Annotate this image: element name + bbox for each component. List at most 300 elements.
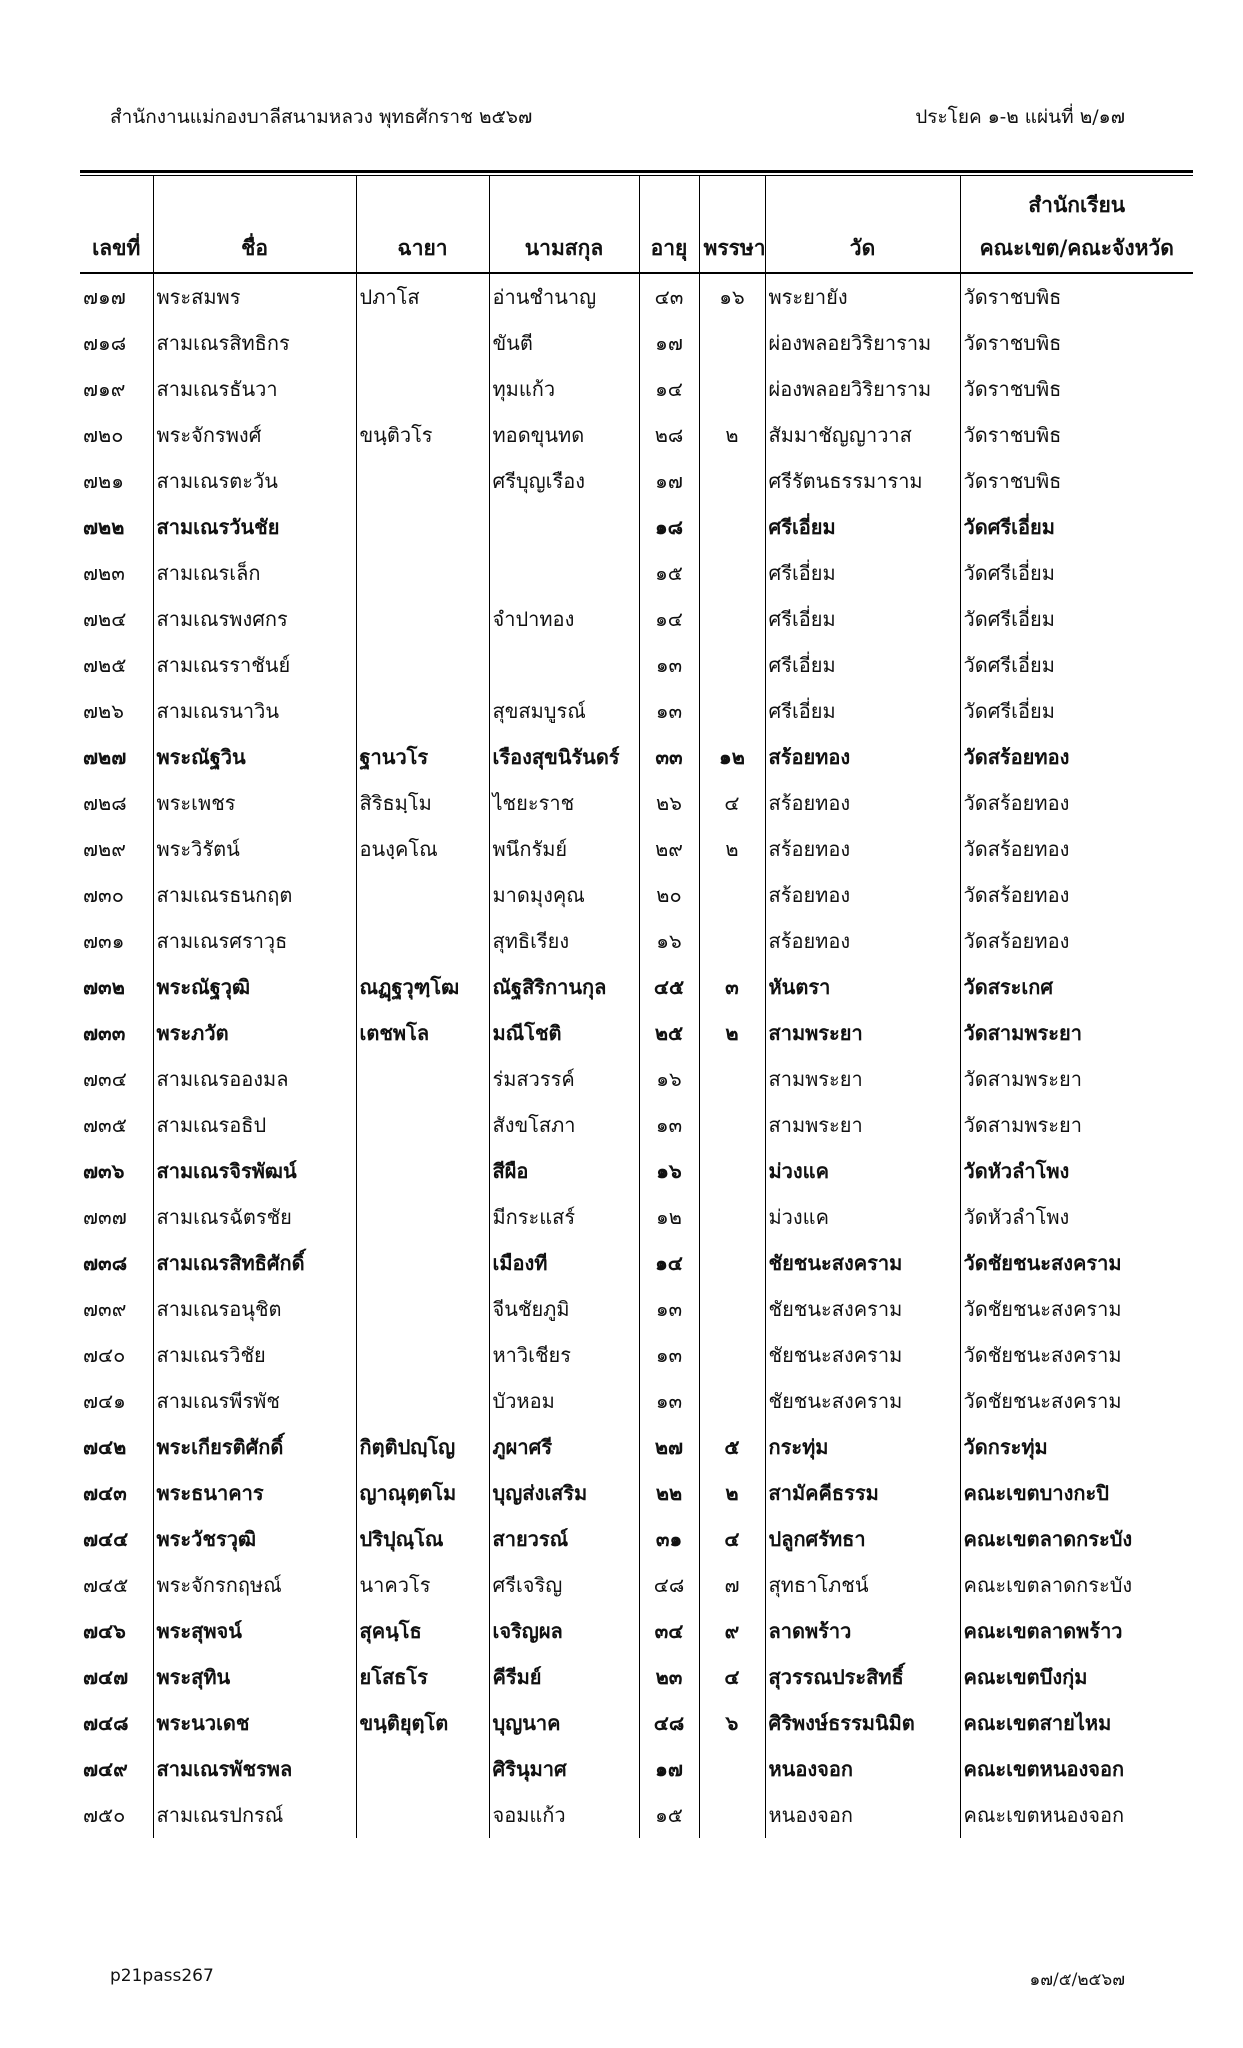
cell-no: ๗๒๑: [83, 469, 124, 493]
cell-school: วัดหัวลำโพง: [960, 1148, 1193, 1194]
cell-name: สามเณรวันชัย: [153, 504, 356, 550]
cell-name: สามเณรราชันย์: [153, 642, 356, 688]
cell-age: ๑๕: [639, 1792, 699, 1838]
cell-surname: สายวรณ์: [489, 1516, 639, 1562]
cell-age: ๓๓: [639, 734, 699, 780]
cell-age: ๑๓: [639, 688, 699, 734]
cell-pansa: [699, 1332, 765, 1378]
table-row: [80, 504, 1193, 550]
cell-pansa: ๖: [699, 1700, 765, 1746]
cell-school: คณะเขตลาดกระบัง: [960, 1562, 1193, 1608]
cell-wat: ศรีรัตนธรรมาราม: [765, 458, 960, 504]
table-row: [80, 1608, 1193, 1654]
cell-wat: สร้อยทอง: [765, 780, 960, 826]
cell-no: ๗๓๓: [83, 1021, 126, 1045]
table-row: [80, 1792, 1193, 1838]
cell-age: ๔๘: [639, 1700, 699, 1746]
cell-chaya: [356, 504, 489, 550]
cell-no: ๗๔๕: [83, 1573, 129, 1597]
table-row: [80, 1056, 1193, 1102]
cell-school: วัดราชบพิธ: [960, 412, 1193, 458]
cell-school: วัดศรีเอี่ยม: [960, 504, 1193, 550]
cell-chaya: [356, 550, 489, 596]
cell-wat: สร้อยทอง: [765, 918, 960, 964]
cell-school: วัดราชบพิธ: [960, 458, 1193, 504]
cell-name: สามเณรศราวุธ: [153, 918, 356, 964]
document-header-office: สำนักงานแม่กองบาลีสนามหลวง พุทธศักราช ๒๕๖๗: [110, 106, 533, 128]
cell-chaya: อนงฺคโณ: [356, 826, 489, 872]
cell-pansa: ๒: [699, 826, 765, 872]
cell-wat: ศรีเอี่ยม: [765, 688, 960, 734]
cell-wat: ลาดพร้าว: [765, 1608, 960, 1654]
cell-surname: สีผือ: [489, 1148, 639, 1194]
cell-wat: ม่วงแค: [765, 1148, 960, 1194]
cell-age: ๑๔: [639, 366, 699, 412]
cell-school: วัดกระทุ่ม: [960, 1424, 1193, 1470]
cell-age: ๒๓: [639, 1654, 699, 1700]
cell-pansa: ๙: [699, 1608, 765, 1654]
cell-age: ๑๗: [639, 320, 699, 366]
table-row: [80, 918, 1193, 964]
cell-wat: สามพระยา: [765, 1056, 960, 1102]
cell-chaya: [356, 458, 489, 504]
cell-pansa: [699, 458, 765, 504]
cell-age: ๑๓: [639, 1378, 699, 1424]
cell-name: สามเณรนาวิน: [153, 688, 356, 734]
cell-wat: สร้อยทอง: [765, 826, 960, 872]
cell-no: ๗๑๙: [83, 377, 126, 401]
cell-name: สามเณรจิรพัฒน์: [153, 1148, 356, 1194]
cell-wat: ศรีเอี่ยม: [765, 642, 960, 688]
cell-pansa: ๒: [699, 1470, 765, 1516]
col-header-blank: [80, 176, 153, 224]
cell-no: ๗๔๖: [83, 1619, 126, 1643]
cell-chaya: [356, 1332, 489, 1378]
cell-no: ๗๒๕: [83, 653, 127, 677]
cell-pansa: [699, 1056, 765, 1102]
col-header-age: อายุ: [639, 224, 699, 273]
col-header-school-top: สำนักเรียน: [960, 176, 1193, 224]
cell-pansa: ๑๖: [699, 273, 765, 320]
table-row: [80, 1516, 1193, 1562]
cell-name: สามเณรธันวา: [153, 366, 356, 412]
col-header-chaya: ฉายา: [356, 224, 489, 273]
cell-surname: เรืองสุขนิรันดร์: [489, 734, 639, 780]
cell-name: สามเณรอนุชิต: [153, 1286, 356, 1332]
cell-pansa: [699, 1746, 765, 1792]
table-row: [80, 1148, 1193, 1194]
cell-surname: เจริญผล: [489, 1608, 639, 1654]
cell-school: วัดชัยชนะสงคราม: [960, 1332, 1193, 1378]
cell-chaya: เตชพโล: [356, 1010, 489, 1056]
cell-wat: สามพระยา: [765, 1010, 960, 1056]
cell-pansa: ๗: [699, 1562, 765, 1608]
cell-pansa: ๒: [699, 1010, 765, 1056]
cell-school: วัดศรีเอี่ยม: [960, 596, 1193, 642]
table-row: [80, 1194, 1193, 1240]
cell-school: วัดชัยชนะสงคราม: [960, 1240, 1193, 1286]
cell-chaya: ขนฺติวโร: [356, 412, 489, 458]
cell-school: คณะเขตลาดพร้าว: [960, 1608, 1193, 1654]
table-row: [80, 1700, 1193, 1746]
cell-school: คณะเขตบึงกุ่ม: [960, 1654, 1193, 1700]
cell-pansa: ๕: [699, 1424, 765, 1470]
cell-age: ๑๘: [639, 504, 699, 550]
cell-pansa: ๔: [699, 1516, 765, 1562]
cell-chaya: สุคนฺโธ: [356, 1608, 489, 1654]
cell-wat: ศรีเอี่ยม: [765, 550, 960, 596]
cell-no: ๗๔๑: [83, 1389, 126, 1413]
cell-name: สามเณรวิชัย: [153, 1332, 356, 1378]
cell-name: พระเพชร: [153, 780, 356, 826]
table-row: [80, 642, 1193, 688]
cell-chaya: สิริธมฺโม: [356, 780, 489, 826]
cell-pansa: [699, 1378, 765, 1424]
cell-pansa: [699, 320, 765, 366]
cell-school: วัดราชบพิธ: [960, 320, 1193, 366]
col-header-blank: [765, 176, 960, 224]
cell-no: ๗๔๓: [83, 1481, 127, 1505]
cell-surname: ศรีเจริญ: [489, 1562, 639, 1608]
cell-age: ๑๓: [639, 1102, 699, 1148]
cell-name: สามเณรอธิป: [153, 1102, 356, 1148]
cell-wat: กระทุ่ม: [765, 1424, 960, 1470]
table-row: [80, 780, 1193, 826]
cell-name: พระวิรัตน์: [153, 826, 356, 872]
table-row: [80, 1286, 1193, 1332]
cell-surname: [489, 504, 639, 550]
cell-school: วัดราชบพิธ: [960, 366, 1193, 412]
cell-no: ๗๓๖: [83, 1159, 125, 1183]
cell-no: ๗๒๖: [83, 699, 124, 723]
cell-chaya: ฐานวโร: [356, 734, 489, 780]
cell-age: ๓๑: [639, 1516, 699, 1562]
cell-surname: เมืองที: [489, 1240, 639, 1286]
cell-surname: ภูผาศรี: [489, 1424, 639, 1470]
col-header-wat: วัด: [765, 224, 960, 273]
cell-surname: ณัฐสิริกานกุล: [489, 964, 639, 1010]
cell-age: ๔๕: [639, 964, 699, 1010]
cell-name: สามเณรพัชรพล: [153, 1746, 356, 1792]
cell-wat: หันตรา: [765, 964, 960, 1010]
cell-surname: ศิรินุมาศ: [489, 1746, 639, 1792]
col-header-pansa: พรรษา: [699, 224, 765, 273]
cell-wat: สร้อยทอง: [765, 734, 960, 780]
cell-chaya: นาควโร: [356, 1562, 489, 1608]
cell-surname: จีนชัยภูมิ: [489, 1286, 639, 1332]
table-row: [80, 1470, 1193, 1516]
cell-surname: พนึกรัมย์: [489, 826, 639, 872]
cell-surname: ไชยะราช: [489, 780, 639, 826]
cell-wat: ปลูกศรัทธา: [765, 1516, 960, 1562]
cell-chaya: [356, 918, 489, 964]
cell-chaya: [356, 1792, 489, 1838]
col-header-blank: [489, 176, 639, 224]
cell-no: ๗๒๘: [83, 791, 127, 815]
table-row: [80, 1378, 1193, 1424]
cell-pansa: [699, 1194, 765, 1240]
cell-pansa: [699, 1286, 765, 1332]
cell-school: วัดสามพระยา: [960, 1056, 1193, 1102]
cell-pansa: [699, 642, 765, 688]
cell-chaya: [356, 1194, 489, 1240]
cell-school: วัดราชบพิธ: [960, 273, 1193, 320]
cell-pansa: ๔: [699, 780, 765, 826]
cell-chaya: [356, 1240, 489, 1286]
cell-pansa: ๒: [699, 412, 765, 458]
cell-name: สามเณรสิทธิกร: [153, 320, 356, 366]
cell-wat: สัมมาชัญญาวาส: [765, 412, 960, 458]
cell-surname: สังขโสภา: [489, 1102, 639, 1148]
table-row: [80, 826, 1193, 872]
cell-pansa: [699, 1102, 765, 1148]
cell-surname: ศรีบุญเรือง: [489, 458, 639, 504]
cell-wat: พระยายัง: [765, 273, 960, 320]
cell-no: ๗๒๙: [83, 837, 126, 861]
cell-name: พระสุทิน: [153, 1654, 356, 1700]
cell-pansa: [699, 550, 765, 596]
cell-surname: บุญนาค: [489, 1700, 639, 1746]
cell-school: คณะเขตลาดกระบัง: [960, 1516, 1193, 1562]
cell-surname: ร่มสวรรค์: [489, 1056, 639, 1102]
cell-age: ๑๔: [639, 1240, 699, 1286]
cell-pansa: ๔: [699, 1654, 765, 1700]
cell-age: ๒๘: [639, 412, 699, 458]
col-header-no: เลขที่: [80, 224, 153, 273]
cell-chaya: [356, 1746, 489, 1792]
cell-surname: มณีโชติ: [489, 1010, 639, 1056]
cell-age: ๑๒: [639, 1194, 699, 1240]
cell-name: พระณัฐวิน: [153, 734, 356, 780]
cell-age: ๑๓: [639, 1332, 699, 1378]
table-row: [80, 1240, 1193, 1286]
cell-age: ๓๔: [639, 1608, 699, 1654]
col-header-blank: [153, 176, 356, 224]
cell-pansa: ๑๒: [699, 734, 765, 780]
cell-school: วัดชัยชนะสงคราม: [960, 1378, 1193, 1424]
cell-chaya: [356, 1148, 489, 1194]
cell-no: ๗๔๔: [83, 1527, 129, 1551]
cell-no: ๗๒๔: [83, 607, 127, 631]
cell-chaya: [356, 1102, 489, 1148]
cell-chaya: [356, 320, 489, 366]
cell-name: สามเณรตะวัน: [153, 458, 356, 504]
cell-surname: สุขสมบูรณ์: [489, 688, 639, 734]
cell-pansa: [699, 504, 765, 550]
cell-age: ๑๖: [639, 918, 699, 964]
table-row: [80, 1010, 1193, 1056]
table-row: [80, 1332, 1193, 1378]
col-header-name: ชื่อ: [153, 224, 356, 273]
cell-no: ๗๓๐: [83, 883, 124, 907]
cell-chaya: ขนฺติยุตฺโต: [356, 1700, 489, 1746]
cell-no: ๗๒๐: [83, 423, 124, 447]
cell-wat: ชัยชนะสงคราม: [765, 1332, 960, 1378]
table-row: [80, 688, 1193, 734]
cell-no: ๗๓๕: [83, 1113, 127, 1137]
cell-wat: ศรีเอี่ยม: [765, 596, 960, 642]
cell-no: ๗๕๐: [83, 1803, 126, 1827]
cell-surname: ทอดขุนทด: [489, 412, 639, 458]
cell-school: วัดศรีเอี่ยม: [960, 550, 1193, 596]
cell-wat: สุวรรณประสิทธิ์: [765, 1654, 960, 1700]
document-header-sheet: ประโยค ๑-๒ แผ่นที่ ๒/๑๗: [915, 106, 1125, 128]
cell-surname: หาวิเชียร: [489, 1332, 639, 1378]
cell-school: วัดสร้อยทอง: [960, 918, 1193, 964]
cell-chaya: ปภาโส: [356, 273, 489, 320]
table-row: [80, 964, 1193, 1010]
cell-surname: บัวหอม: [489, 1378, 639, 1424]
table-row: [80, 1102, 1193, 1148]
cell-no: ๗๒๗: [83, 745, 127, 769]
cell-wat: ศรีเอี่ยม: [765, 504, 960, 550]
cell-no: ๗๔๗: [83, 1665, 129, 1689]
cell-no: ๗๔๒: [83, 1435, 127, 1459]
cell-age: ๒๗: [639, 1424, 699, 1470]
cell-age: ๔๓: [639, 273, 699, 320]
header-row: [80, 224, 1193, 273]
table-row: [80, 1424, 1193, 1470]
cell-wat: ชัยชนะสงคราม: [765, 1240, 960, 1286]
cell-chaya: กิตฺติปญฺโญ: [356, 1424, 489, 1470]
cell-age: ๒๐: [639, 872, 699, 918]
cell-wat: หนองจอก: [765, 1792, 960, 1838]
cell-pansa: [699, 872, 765, 918]
cell-no: ๗๔๘: [83, 1711, 129, 1735]
cell-wat: ม่วงแค: [765, 1194, 960, 1240]
cell-chaya: ญาณุตฺตโม: [356, 1470, 489, 1516]
top-rule: [80, 170, 1193, 173]
cell-school: วัดศรีเอี่ยม: [960, 688, 1193, 734]
cell-age: ๒๕: [639, 1010, 699, 1056]
cell-no: ๗๓๑: [83, 929, 125, 953]
cell-pansa: [699, 1148, 765, 1194]
table-row: [80, 458, 1193, 504]
cell-chaya: [356, 366, 489, 412]
cell-name: สามเณรเล็ก: [153, 550, 356, 596]
cell-surname: อ่านชำนาญ: [489, 273, 639, 320]
cell-school: คณะเขตสายไหม: [960, 1700, 1193, 1746]
footer-date: ๑๗/๕/๒๕๖๗: [1029, 1970, 1125, 1990]
cell-school: วัดหัวลำโพง: [960, 1194, 1193, 1240]
cell-no: ๗๔๐: [83, 1343, 126, 1367]
table-row: [80, 734, 1193, 780]
cell-name: สามเณรอองมล: [153, 1056, 356, 1102]
cell-school: คณะเขตบางกะปิ: [960, 1470, 1193, 1516]
cell-name: พระเกียรติศักดิ์: [153, 1424, 356, 1470]
cell-wat: ชัยชนะสงคราม: [765, 1378, 960, 1424]
cell-chaya: [356, 1378, 489, 1424]
cell-school: วัดสามพระยา: [960, 1102, 1193, 1148]
cell-no: ๗๓๙: [83, 1297, 127, 1321]
cell-pansa: [699, 596, 765, 642]
cell-pansa: ๓: [699, 964, 765, 1010]
cell-wat: สุทธาโภชน์: [765, 1562, 960, 1608]
footer-code: p21pass267: [110, 1966, 214, 1986]
cell-age: ๒๒: [639, 1470, 699, 1516]
table-row: [80, 596, 1193, 642]
cell-surname: สุทธิเรียง: [489, 918, 639, 964]
cell-name: สามเณรสิทธิศักดิ์: [153, 1240, 356, 1286]
cell-name: สามเณรฉัตรชัย: [153, 1194, 356, 1240]
cell-age: ๑๔: [639, 596, 699, 642]
table-row: [80, 412, 1193, 458]
cell-school: วัดชัยชนะสงคราม: [960, 1286, 1193, 1332]
cell-age: ๑๓: [639, 642, 699, 688]
cell-school: คณะเขตหนองจอก: [960, 1746, 1193, 1792]
cell-no: ๗๑๘: [83, 331, 127, 355]
cell-school: วัดสร้อยทอง: [960, 780, 1193, 826]
cell-pansa: [699, 1792, 765, 1838]
cell-school: วัดศรีเอี่ยม: [960, 642, 1193, 688]
cell-surname: จำปาทอง: [489, 596, 639, 642]
cell-age: ๑๓: [639, 1286, 699, 1332]
cell-name: พระธนาคาร: [153, 1470, 356, 1516]
cell-pansa: [699, 918, 765, 964]
col-header-school: คณะเขต/คณะจังหวัด: [960, 224, 1193, 273]
cell-pansa: [699, 1240, 765, 1286]
cell-age: ๑๖: [639, 1056, 699, 1102]
col-header-blank: [699, 176, 765, 224]
cell-name: พระภวัต: [153, 1010, 356, 1056]
cell-school: วัดสระเกศ: [960, 964, 1193, 1010]
cell-name: สามเณรปกรณ์: [153, 1792, 356, 1838]
cell-name: พระสุพจน์: [153, 1608, 356, 1654]
cell-wat: ศิริพงษ์ธรรมนิมิต: [765, 1700, 960, 1746]
cell-surname: บุญส่งเสริม: [489, 1470, 639, 1516]
cell-surname: [489, 642, 639, 688]
cell-name: พระสมพร: [153, 273, 356, 320]
cell-surname: คีรีมย์: [489, 1654, 639, 1700]
table-row: [80, 366, 1193, 412]
table-row: [80, 1746, 1193, 1792]
cell-chaya: ณฏฺฐวุฑฺโฒ: [356, 964, 489, 1010]
cell-name: พระนวเดช: [153, 1700, 356, 1746]
cell-school: วัดสร้อยทอง: [960, 826, 1193, 872]
cell-age: ๑๗: [639, 1746, 699, 1792]
col-header-surname: นามสกุล: [489, 224, 639, 273]
table-row: [80, 1654, 1193, 1700]
cell-chaya: [356, 642, 489, 688]
cell-pansa: [699, 688, 765, 734]
results-table: [80, 176, 1193, 1838]
header-row-top: [80, 176, 1193, 224]
cell-surname: ทุมแก้ว: [489, 366, 639, 412]
cell-name: พระณัฐวุฒิ: [153, 964, 356, 1010]
cell-wat: สามพระยา: [765, 1102, 960, 1148]
cell-wat: สามัคคีธรรม: [765, 1470, 960, 1516]
cell-age: ๑๗: [639, 458, 699, 504]
table-row: [80, 1562, 1193, 1608]
cell-age: ๒๖: [639, 780, 699, 826]
table-row: [80, 320, 1193, 366]
cell-wat: ชัยชนะสงคราม: [765, 1286, 960, 1332]
cell-surname: ขันตี: [489, 320, 639, 366]
cell-no: ๗๓๗: [83, 1205, 127, 1229]
cell-name: พระจักรพงศ์: [153, 412, 356, 458]
cell-wat: ผ่องพลอยวิริยาราม: [765, 366, 960, 412]
cell-age: ๑๖: [639, 1148, 699, 1194]
cell-surname: มาดมุงคุณ: [489, 872, 639, 918]
cell-chaya: [356, 1286, 489, 1332]
cell-chaya: [356, 596, 489, 642]
cell-age: ๔๘: [639, 1562, 699, 1608]
cell-name: พระจักรกฤษณ์: [153, 1562, 356, 1608]
cell-surname: จอมแก้ว: [489, 1792, 639, 1838]
cell-pansa: [699, 366, 765, 412]
cell-name: สามเณรพีรพัช: [153, 1378, 356, 1424]
cell-wat: สร้อยทอง: [765, 872, 960, 918]
